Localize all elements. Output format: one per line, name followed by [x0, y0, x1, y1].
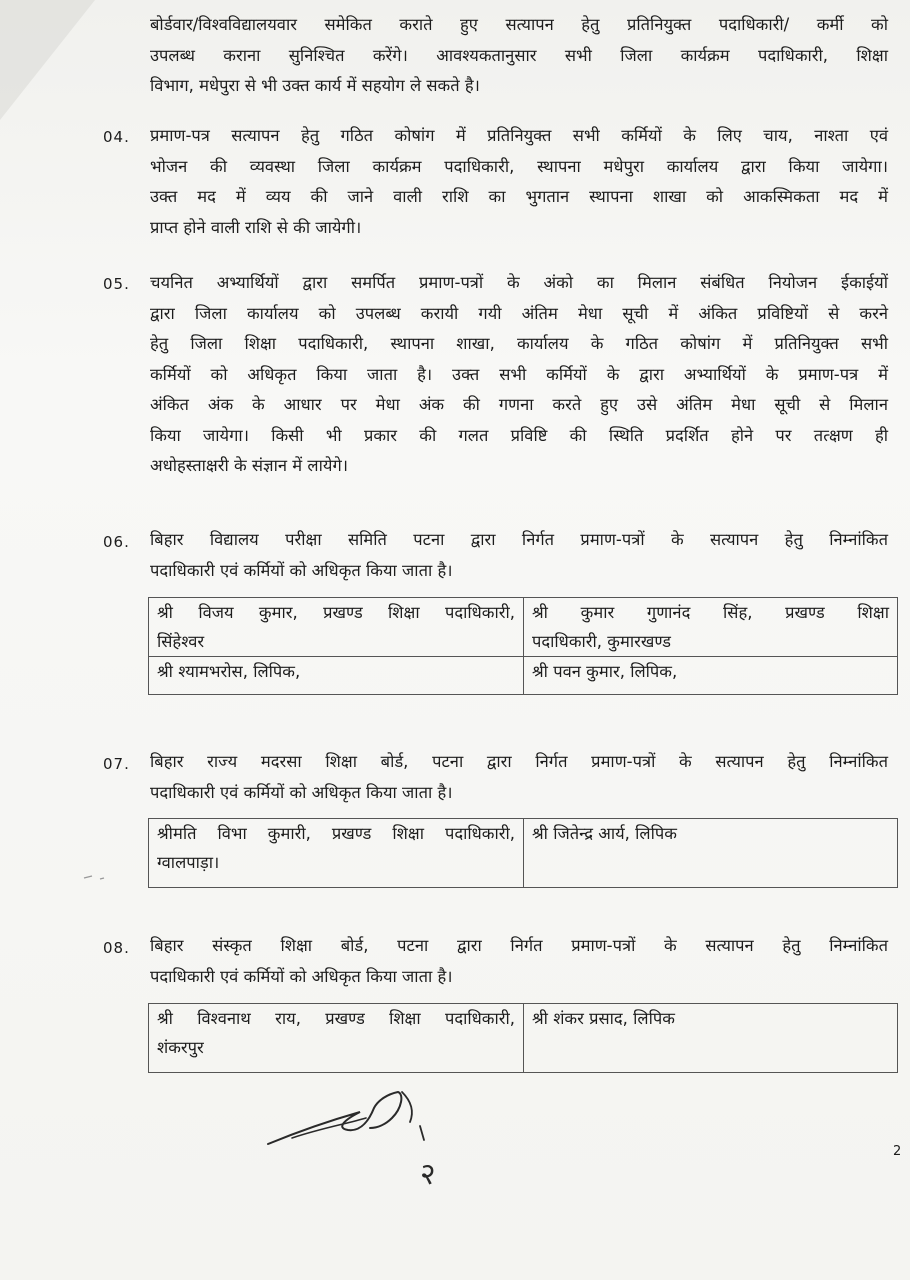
paragraph-line: प्रमाण-पत्र सत्यापन हेतु गठित कोषांग में प्रतिनियुक्त सभी कर्मियों के लिए चाय, नाश्ता एवं	[150, 126, 888, 145]
officials-table-07	[148, 818, 898, 888]
cell-line: श्री पवन कुमार, लिपिक,	[532, 662, 678, 681]
cell-line: श्री श्यामभरोस, लिपिक,	[157, 662, 301, 681]
cell-line: श्री विजय कुमार, प्रखण्ड शिक्षा पदाधिकारी,	[157, 603, 515, 622]
paragraph-line: अंकित अंक के आधार पर मेधा अंक की गणना करते हुए उसे अंतिम मेधा सूची से मिलान	[150, 395, 888, 414]
table-cell	[149, 657, 524, 695]
page-number: 2	[893, 1144, 902, 1159]
paragraph-line: चयनित अभ्यार्थियों द्वारा समर्पित प्रमाण-पत्रों के अंको का मिलान संबंधित नियोजन ईकाईयों	[150, 273, 888, 292]
cell-line: श्री शंकर प्रसाद, लिपिक	[532, 1009, 675, 1028]
paragraph-05	[150, 268, 888, 482]
paragraph-line: किया जायेगा। किसी भी प्रकार की गलत प्रविष्टि की स्थिति प्रदर्शित होने पर तत्क्षण ही	[150, 425, 888, 445]
paragraph-line: पदाधिकारी एवं कर्मियों को अधिकृत किया जाता है।	[150, 782, 453, 802]
paragraph-line: बिहार राज्य मदरसा शिक्षा बोर्ड, पटना द्वारा निर्गत प्रमाण-पत्रों के सत्यापन हेतु निम्नांकित	[150, 752, 888, 771]
signature-numeral: २	[420, 1157, 436, 1188]
intro-paragraph	[150, 10, 888, 102]
officials-table-06	[148, 597, 898, 695]
cell-line: ग्वालपाड़ा।	[157, 853, 220, 872]
folded-corner	[0, 0, 95, 120]
paragraph-04	[150, 121, 888, 243]
cell-line: श्रीमति विभा कुमारी, प्रखण्ड शिक्षा पदाधिकारी,	[157, 824, 515, 843]
intro-line: बोर्डवार/विश्वविद्यालयवार समेकित कराते हुए सत्यापन हेतु प्रतिनियुक्त पदाधिकारी/ कर्मी को	[150, 15, 888, 34]
paragraph-line: द्वारा जिला कार्यालय को उपलब्ध करायी गयी अंतिम मेधा सूची में अंकित प्रविष्टियों से करने	[150, 303, 888, 323]
paragraph-08	[150, 931, 888, 992]
paragraph-line: बिहार संस्कृत शिक्षा बोर्ड, पटना द्वारा निर्गत प्रमाण-पत्रों के सत्यापन हेतु निम्नांकित	[150, 936, 888, 955]
cell-line: श्री विश्वनाथ राय, प्रखण्ड शिक्षा पदाधिकारी,	[157, 1009, 515, 1028]
table-cell	[524, 1004, 898, 1073]
paragraph-line: पदाधिकारी एवं कर्मियों को अधिकृत किया जाता है।	[150, 560, 453, 580]
cell-line: श्री कुमार गुणानंद सिंह, प्रखण्ड शिक्षा	[532, 603, 889, 622]
table-cell	[524, 657, 898, 695]
item-number-04: 04.	[103, 128, 130, 146]
paragraph-line: बिहार विद्यालय परीक्षा समिति पटना द्वारा निर्गत प्रमाण-पत्रों के सत्यापन हेतु निम्नांकित	[150, 530, 888, 549]
paragraph-line: अधोहस्ताक्षरी के संज्ञान में लायेगे।	[150, 456, 348, 475]
intro-line: विभाग, मधेपुरा से भी उक्त कार्य में सहयोग ले सकते है।	[150, 76, 480, 95]
paragraph-07	[150, 747, 888, 808]
table-cell	[524, 819, 898, 888]
handwritten-signature	[262, 1078, 462, 1188]
cell-line: पदाधिकारी, कुमारखण्ड	[532, 632, 672, 651]
table-cell	[149, 1004, 524, 1073]
item-number-07: 07.	[103, 755, 130, 773]
paragraph-line: हेतु जिला शिक्षा पदाधिकारी, स्थापना शाखा, कार्यालय के गठित कोषांग में प्रतिनियुक्त सभी	[150, 334, 888, 353]
cell-line: श्री जितेन्द्र आर्य, लिपिक	[532, 824, 677, 843]
paragraph-line: उक्त मद में व्यय की जाने वाली राशि का भुगतान स्थापना शाखा को आकस्मिकता मद में	[150, 187, 888, 206]
item-number-05: 05.	[103, 275, 130, 293]
paragraph-06	[150, 525, 888, 586]
paragraph-line: भोजन की व्यवस्था जिला कार्यक्रम पदाधिकारी, स्थापना मधेपुरा कार्यालय द्वारा किया जायेगा।	[150, 156, 888, 176]
paragraph-line: पदाधिकारी एवं कर्मियों को अधिकृत किया जाता है।	[150, 966, 453, 986]
item-number-08: 08.	[103, 939, 130, 957]
table-cell	[524, 598, 898, 657]
cell-line: सिंहेश्वर	[157, 632, 205, 651]
ink-mark	[82, 870, 112, 884]
table-row	[149, 819, 898, 888]
intro-line: उपलब्ध कराना सुनिश्चित करेंगे। आवश्यकतानुसार सभी जिला कार्यक्रम पदाधिकारी, शिक्षा	[150, 45, 888, 65]
table-row	[149, 1004, 898, 1073]
paragraph-line: कर्मियों को अधिकृत किया जाता है। उक्त सभी कर्मियों के द्वारा अभ्यार्थियों के प्रमाण-पत्र में	[150, 364, 888, 384]
cell-line: शंकरपुर	[157, 1038, 204, 1057]
table-row	[149, 657, 898, 695]
table-row	[149, 598, 898, 657]
officials-table-08	[148, 1003, 898, 1073]
table-cell	[149, 598, 524, 657]
paragraph-line: प्राप्त होने वाली राशि से की जायेगी।	[150, 217, 362, 237]
table-cell	[149, 819, 524, 888]
item-number-06: 06.	[103, 533, 130, 551]
